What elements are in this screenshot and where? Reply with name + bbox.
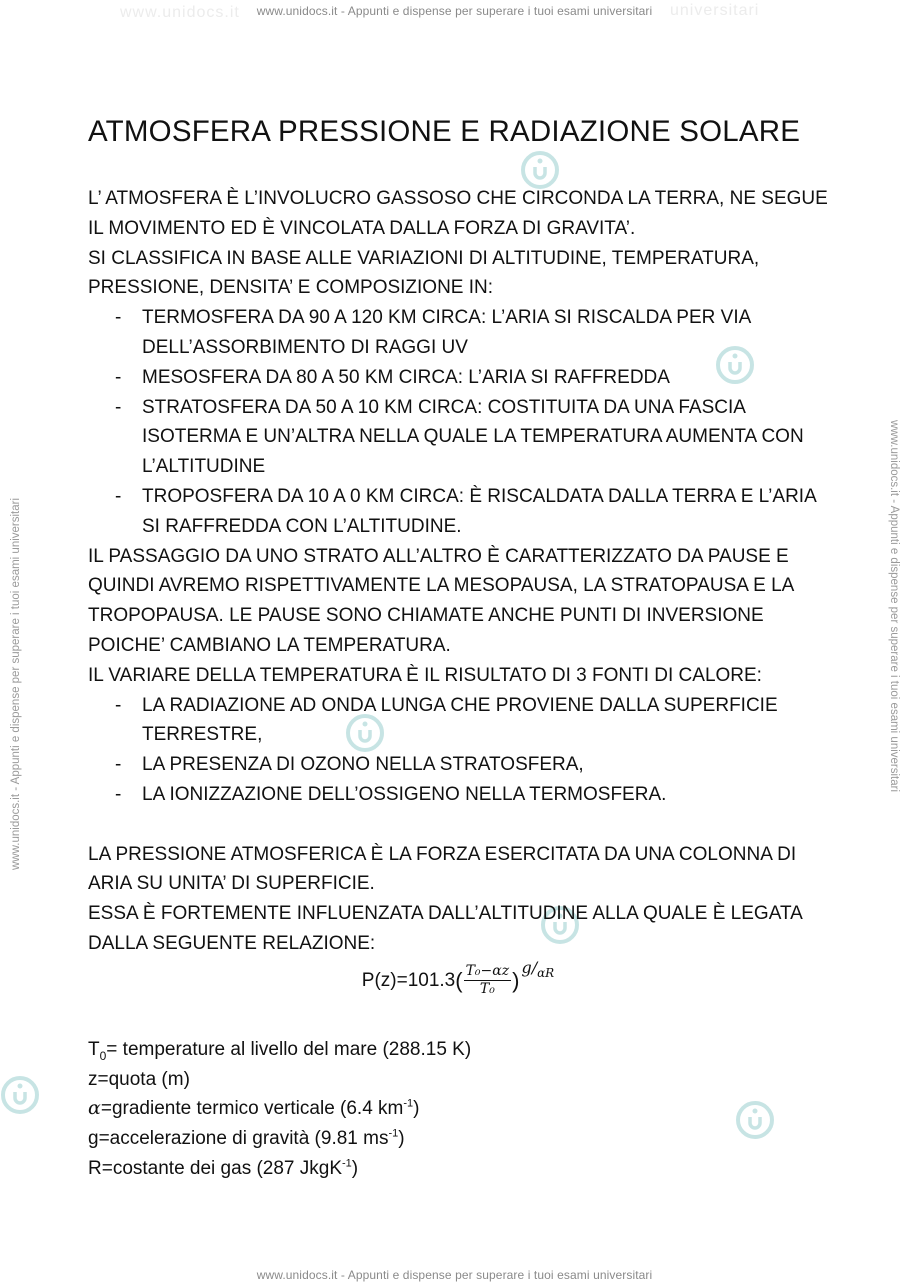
var-z: z=quota (m) [88,1068,190,1090]
var-t0: $T_0=$ temperature al livello del mare (288.15 K) [88,1038,472,1063]
pressure-formula: P(z)=101.3 ( $\frac{\text{T₀−αz}}{\text{T₀}}$ ) $g/_{\alpha R}$ [88,963,828,999]
intro-paragraph: SI CLASSIFICA IN BASE ALLE VARIAZIONI DI ALTITUDINE, TEMPERATURA, PRESSIONE, DENSITA’ E COMPOSIZIONE IN: [88,247,760,299]
formula-fraction [464,963,512,998]
watermark-right: www.unidocs.it - Appunti e dispense per superare i tuoi esami universitari [888,420,900,793]
var-g: g=accelerazione di gravità (9.81 $ms^{-1}$) [88,1127,405,1150]
formula-exponent: $g/_{\alpha R}$ [521,957,555,980]
var-r: R=costante dei gas (287 JkgK$^{-1}$) [88,1157,359,1179]
formula-numerator: T₀−αz [465,963,510,980]
formula-lhs: P(z)=101.3 [361,969,456,991]
heat-source-list [88,691,828,810]
bullet-dash: - [115,307,122,329]
watermark-ghost-right: universitari [670,2,760,19]
pauses-paragraph: IL PASSAGGIO DA UNO STRATO ALL’ALTRO È CARATTERIZZATO DA PAUSE E QUINDI AVREMO RISPETTIVAMENTE LA MESOPAUSA, LA STRATOPAUSA E LA TROPOPAUSA. LE PAUSE SONO CHIAMATE ANCHE PUNTI DI INVERSIONE POICHE’ CAMBIANO LA TEMPERATURA. [88,545,794,656]
list-item: - LA RADIAZIONE AD ONDA LUNGA CHE PROVIENE DALLA SUPERFICIE TERRESTRE, [88,691,828,751]
heat-intro: IL VARIARE DELLA TEMPERATURA È IL RISULTATO DI 3 FONTI DI CALORE: [88,664,762,686]
intro-paragraph: L’ ATMOSFERA È L’INVOLUCRO GASSOSO CHE CIRCONDA LA TERRA, NE SEGUE IL MOVIMENTO ED È VINCOLATA DALLA FORZA DI GRAVITA’. [88,188,828,239]
document-content [88,112,828,1184]
list-item: - LA IONIZZAZIONE DELL’OSSIGENO NELLA TERMOSFERA. [88,780,828,810]
bullet-dash: - [115,396,122,418]
formula-denominator: T₀ [479,981,495,998]
pressure-paragraph: ESSA È FORTEMENTE INFLUENZATA DALL’ALTITUDINE ALLA QUALE È LEGATA DALLA SEGUENTE RELAZIONE: [88,903,802,954]
bullet-dash: - [115,754,122,776]
layer-list [88,303,828,541]
watermark-top: www.unidocs.it - Appunti e dispense per superare i tuoi esami universitari [256,4,653,18]
list-item: - MESOSFERA DA 80 A 50 KM CIRCA: L’ARIA SI RAFFREDDA [88,363,828,393]
list-item: - LA PRESENZA DI OZONO NELLA STRATOSFERA, [88,750,828,780]
var-alpha: α=gradiente termico verticale (6.4 $km^{-1}$) [88,1097,420,1120]
body-text [88,184,828,999]
bullet-dash: - [115,694,122,716]
variable-list [88,1035,828,1184]
list-item: - TERMOSFERA DA 90 A 120 KM CIRCA: L’ARIA SI RISCALDA PER VIA DELL’ASSORBIMENTO DI RAGGI UV [88,303,828,363]
list-item: - TROPOSFERA DA 10 A 0 KM CIRCA: È RISCALDATA DALLA TERRA E L’ARIA SI RAFFREDDA CON L’ALTITUDINE. [88,482,828,542]
bullet-dash: - [115,366,122,388]
bullet-dash: - [115,783,122,805]
watermark-ghost-left: www.unidocs.it [120,4,240,21]
watermark-left: www.unidocs.it - Appunti e dispense per superare i tuoi esami universitari [10,497,22,870]
list-item: - STRATOSFERA DA 50 A 10 KM CIRCA: COSTITUITA DA UNA FASCIA ISOTERMA E UN’ALTRA NELLA QUALE LA TEMPERATURA AUMENTA CON L’ALTITUDINE [88,393,828,482]
page-title: ATMOSFERA PRESSIONE E RADIAZIONE SOLARE [88,115,801,148]
pressure-paragraph: LA PRESSIONE ATMOSFERICA È LA FORZA ESERCITATA DA UNA COLONNA DI ARIA SU UNITA’ DI SUPERFICIE. [88,843,797,895]
bullet-dash: - [115,485,122,507]
watermark-bottom: www.unidocs.it - Appunti e dispense per superare i tuoi esami universitari [256,1268,653,1282]
unidocs-logo-icon [0,1075,40,1115]
